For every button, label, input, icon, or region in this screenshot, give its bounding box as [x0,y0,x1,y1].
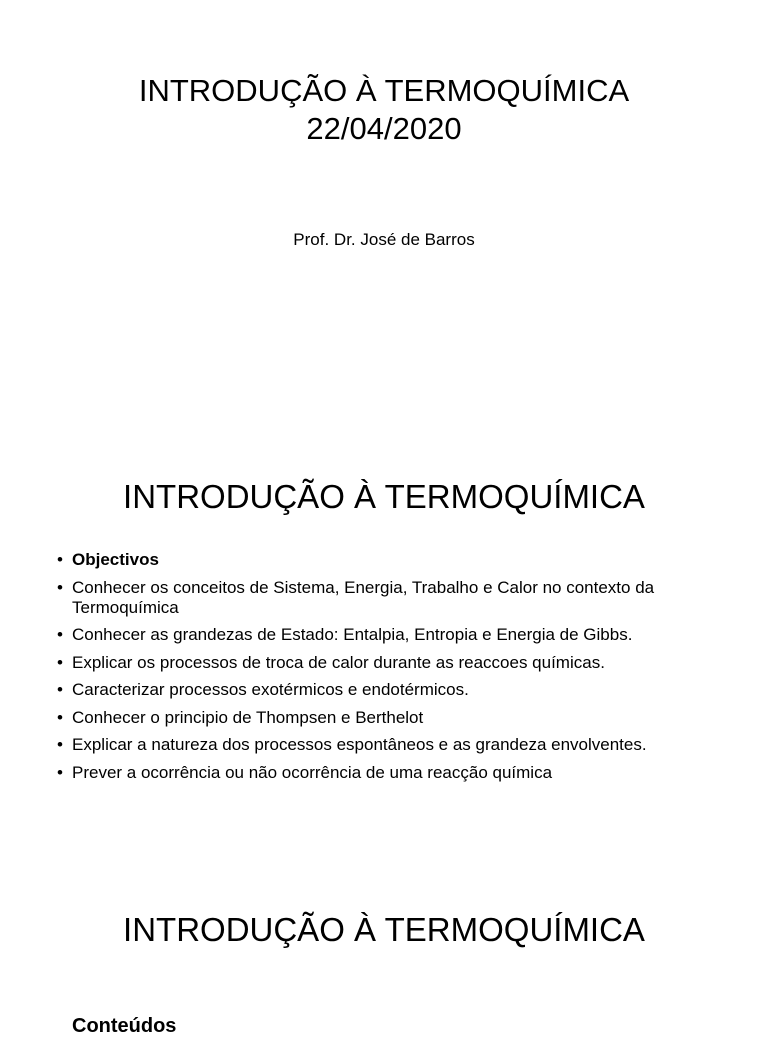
bullet-item [56,680,709,700]
bullet-item [56,735,709,755]
slide-1-title-line-1: INTRODUÇÃO À TERMOQUÍMICA [138,73,630,108]
bullet-text: Conhecer os conceitos de Sistema, Energia, Trabalho e Calor no contexto da Termoquímica [72,577,655,617]
bullet-dot: • [57,577,63,597]
bullet-text: Caracterizar processos exotérmicos e endotérmicos. [72,680,469,699]
bullet-text: Objectivos [72,550,159,569]
bullet-dot: • [57,680,63,699]
slide-1-author: Prof. Dr. José de Barros [293,230,475,249]
slide-2-title: INTRODUÇÃO À TERMOQUÍMICA [123,478,645,515]
bullet-text: Prever a ocorrência ou não ocorrência de uma reacção química [72,762,553,782]
bullet-text: Explicar os processos de troca de calor durante as reaccoes químicas. [72,652,605,672]
bullet-item [56,763,709,783]
bullet-dot: • [57,550,63,569]
bullet-text: Explicar a natureza dos processos espontâneos e as grandeza envolventes. [72,735,647,754]
slide-1-date: 22/04/2020 [306,111,462,146]
bullet-item [56,550,709,570]
bullet-item [56,708,709,728]
bullet-item [56,578,709,618]
bullet-item [56,653,709,673]
bullet-text: Conhecer as grandezas de Estado: Entalpia, Entropia e Energia de Gibbs. [72,625,633,644]
bullet-item [56,625,709,645]
bullet-dot: • [57,625,63,644]
bullet-dot: • [57,707,63,727]
bullet-dot: • [57,652,63,672]
bullet-dot: • [57,762,63,782]
slide-2-bullet-list [56,550,709,790]
slide-3-title: INTRODUÇÃO À TERMOQUÍMICA [123,911,645,948]
bullet-text: Conhecer o principio de Thompsen e Berthelot [72,707,424,727]
bullet-dot: • [57,735,63,754]
slide-3-subtitle-partial: Conteúdos [72,1015,177,1037]
slide-1-title [0,72,768,148]
